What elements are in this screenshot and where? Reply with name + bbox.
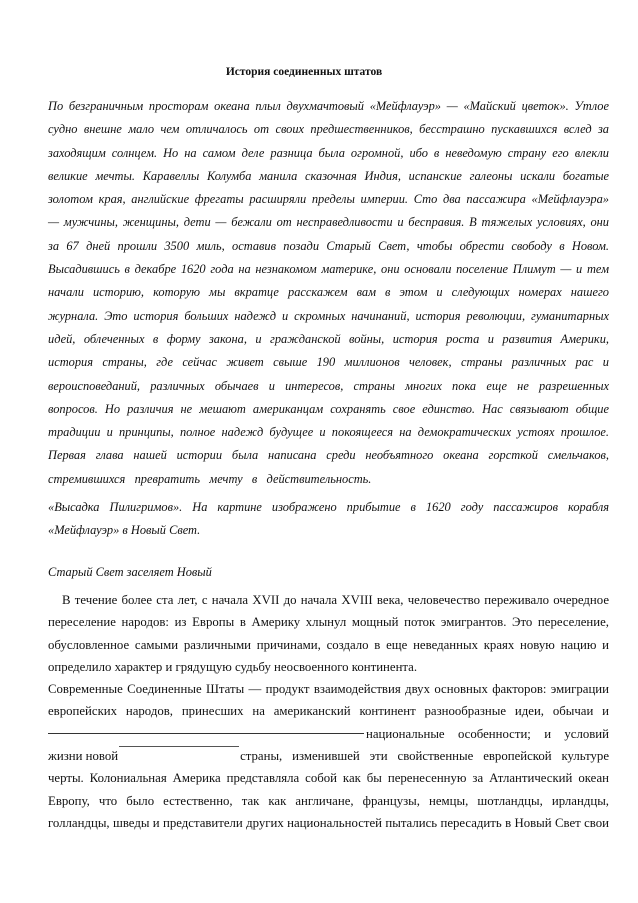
blank-underline: [119, 746, 239, 747]
intro-line: стремившихся превратить мечту в действительность.: [48, 471, 372, 486]
intro-paragraph: [48, 95, 609, 491]
intro-line: традиции и принципы, полное надежд будущее и покоящееся на демократических устоях прошлое.: [48, 425, 609, 440]
intro-line: великие мечты. Каравеллы Колумба манила сказочная Индия, испанские галеоны искали богатые: [48, 168, 609, 183]
intro-line: история страны, где сейчас живет свыше 190 миллионов человек, страны различных рас и: [48, 355, 609, 370]
caption-line: «Высадка Пилигримов». На картине изображено прибытие в 1620 году пассажиров корабля: [48, 500, 609, 514]
intro-line: судно внешне мало чем отличалось от своих предшественников, бесстрашно пускавшихся вслед за: [48, 122, 609, 137]
document-title: История соединенных штатов: [225, 66, 383, 78]
body-line: черты. Колониальная Америка представляла собой как бы перенесенную за Атлантический океан: [48, 771, 609, 786]
body-line: определило характер и грядущую судьбу неосвоенного континента.: [48, 659, 418, 674]
intro-line: за 67 дней прошли 3500 миль, оставив позади Старый Свет, чтобы обрести свободу в Новом.: [48, 238, 609, 253]
body-line: обусловленное самыми различными причинами, создало в еще неведанных краях новую нацию и: [48, 637, 609, 652]
intro-line: Высадившись в декабре 1620 года на незнакомом материке, они основали поселение Плимут — и тем: [48, 262, 609, 277]
blank-fill-line-2: [48, 745, 609, 767]
intro-line: — мужчины, женщины, дети — бежали от несправедливости и бесправия. В тяжелых условиях, они: [48, 215, 609, 230]
intro-line: золотом края, английские фрегаты расширяли пределы империи. Сто два пассажира «Мейфлауэра»: [48, 192, 609, 207]
blank-gap: [118, 745, 240, 767]
body-line: европейских народов, принесших на американский континент разнообразные идеи, обычаи и: [48, 704, 609, 719]
intro-line: вероисповеданий, различных обычаев и интересов, страны многих пока еще не разрешенных: [48, 378, 609, 393]
body-line: жизни новой: [48, 749, 119, 764]
body-line: национальные особенности; и условий: [366, 726, 609, 741]
intro-line: вопросов. Но различия не мешают американцам сохранять свое единство. Нас связывают общие: [48, 401, 609, 416]
intro-line: заходящим солнцем. Но на самом деле разница была огромной, ибо в неведомую страну его влекли: [48, 145, 609, 160]
intro-line: По безграничным просторам океана плыл двухмачтовый «Мейфлауэр» — «Майский цветок». Утлое: [48, 99, 609, 113]
body-line: голландцы, шведы и представители других национальностей пытались пересадить в Новый Свет свои: [48, 815, 609, 830]
intro-line: журнала. Это история больших надежд и скромных начинаний, история революции, гуманитарных: [48, 308, 609, 323]
blank-underline: [48, 723, 364, 734]
body-line: В течение более ста лет, с начала XVII до начала XVIII века, человечество переживало очередное: [62, 593, 609, 607]
intro-line: идей, облеченных в форму закона, и гражданской войны, история роста и развития Америки,: [48, 331, 609, 346]
intro-line: начали историю, которую мы вкратце расскажем вам в этом и следующих номерах нашего: [48, 285, 609, 300]
body-line: Современные Соединенные Штаты — продукт взаимодействия двух основных факторов: эмиграции: [48, 682, 609, 697]
intro-line: Первая глава нашей истории была написана среди необъятного океана горсткой смельчаков,: [48, 448, 609, 463]
caption-line: «Мейфлауэр» в Новый Свет.: [48, 523, 201, 538]
body-paragraph: [48, 589, 609, 834]
section-subheading: Старый Свет заселяет Новый: [48, 565, 212, 579]
body-line: страны, изменившей эти свойственные европейской культуре: [240, 749, 609, 764]
body-line: переселение народов: из Европы в Америку хлынул мощный поток эмигрантов. Это переселение,: [48, 615, 609, 630]
picture-caption: [48, 496, 609, 543]
blank-fill-line-1: [48, 723, 609, 745]
body-line: Европу, что было естественно, так как англичане, французы, немцы, шотландцы, ирландцы,: [48, 793, 609, 808]
